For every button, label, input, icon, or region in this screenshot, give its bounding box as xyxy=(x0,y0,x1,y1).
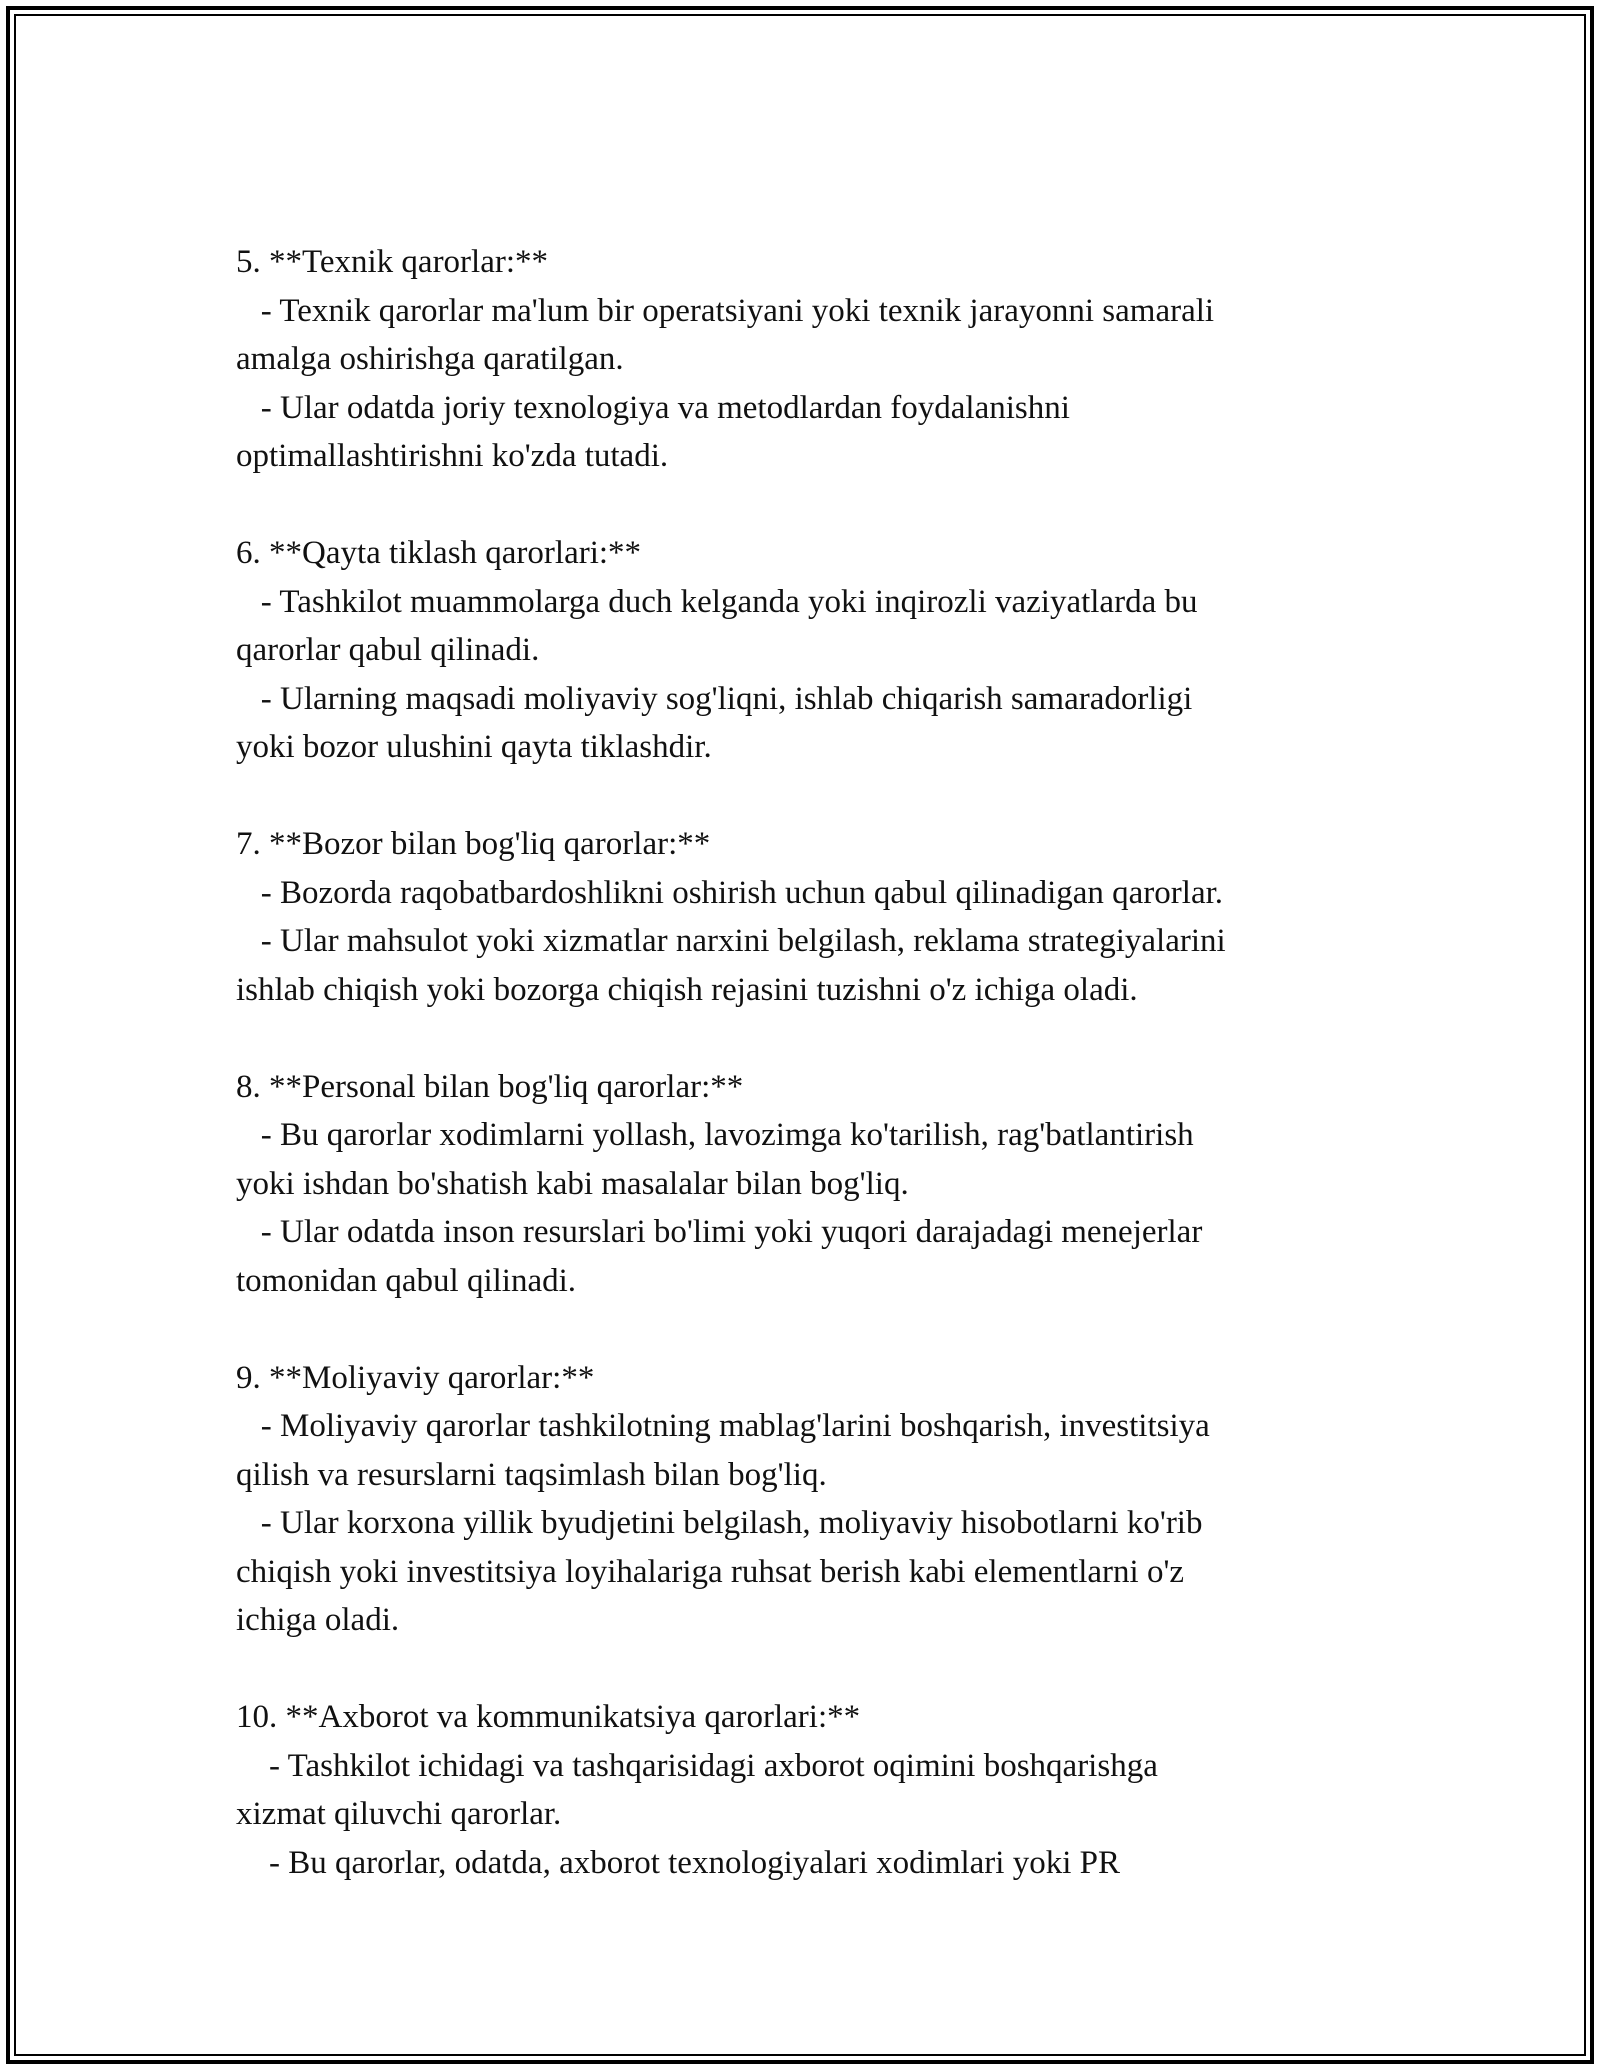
text-line: - Tashkilot ichidagi va tashqarisidagi axborot oqimini boshqarishga xyxy=(236,1747,1158,1784)
text-line: - Texnik qarorlar ma'lum bir operatsiyani yoki texnik jarayonni samarali xyxy=(236,292,1215,329)
text-line: yoki bozor ulushini qayta tiklashdir. xyxy=(236,729,712,765)
text-line: - Bu qarorlar, odatda, axborot texnologiyalari xodimlari yoki PR xyxy=(236,1844,1120,1881)
text-line: - Ular korxona yillik byudjetini belgilash, moliyaviy hisobotlarni ko'rib xyxy=(236,1505,1203,1541)
section-heading: 8. **Personal bilan bog'liq qarorlar:** xyxy=(236,1068,744,1105)
text-line: - Ularning maqsadi moliyaviy sog'liqni, ishlab chiqarish samaradorligi xyxy=(236,680,1193,717)
section-heading: 9. **Moliyaviy qarorlar:** xyxy=(236,1359,595,1396)
text-line: - Tashkilot muammolarga duch kelganda yoki inqirozli vaziyatlarda bu xyxy=(236,583,1198,620)
text-line: yoki ishdan bo'shatish kabi masalalar bilan bog'liq. xyxy=(236,1165,909,1202)
text-line: qarorlar qabul qilinadi. xyxy=(236,632,540,668)
blank-line xyxy=(236,1014,1396,1063)
text-line: ishlab chiqish yoki bozorga chiqish rejasini tuzishni o'z ichiga oladi. xyxy=(236,971,1138,1008)
text-line: optimallashtirishni ko'zda tutadi. xyxy=(236,438,669,474)
document-body xyxy=(236,238,1396,1887)
text-line: - Ular odatda inson resurslari bo'limi yoki yuqori darajadagi menejerlar xyxy=(236,1214,1203,1250)
text-line: ichiga oladi. xyxy=(236,1602,400,1638)
text-line: - Ular mahsulot yoki xizmatlar narxini belgilash, reklama strategiyalarini xyxy=(236,923,1226,959)
text-line: qilish va resurslarni taqsimlash bilan bog'liq. xyxy=(236,1456,827,1493)
section-heading: 10. **Axborot va kommunikatsiya qarorlari:** xyxy=(236,1699,861,1735)
blank-line xyxy=(236,481,1396,530)
text-line: - Bu qarorlar xodimlarni yollash, lavozimga ko'tarilish, rag'batlantirish xyxy=(236,1117,1194,1153)
section-heading: 7. **Bozor bilan bog'liq qarorlar:** xyxy=(236,826,711,862)
text-line: tomonidan qabul qilinadi. xyxy=(236,1262,577,1299)
blank-line xyxy=(236,772,1396,821)
text-line: amalga oshirishga qaratilgan. xyxy=(236,341,624,377)
blank-line xyxy=(236,1645,1396,1694)
blank-line xyxy=(236,1305,1396,1354)
text-line: - Moliyaviy qarorlar tashkilotning mablag'larini boshqarish, investitsiya xyxy=(236,1408,1210,1444)
section-heading: 6. **Qayta tiklash qarorlari:** xyxy=(236,535,642,571)
text-line: - Ular odatda joriy texnologiya va metodlardan foydalanishni xyxy=(236,389,1070,426)
text-line: - Bozorda raqobatbardoshlikni oshirish uchun qabul qilinadigan qarorlar. xyxy=(236,874,1224,911)
text-line: xizmat qiluvchi qarorlar. xyxy=(236,1796,562,1832)
section-heading: 5. **Texnik qarorlar:** xyxy=(236,244,549,280)
text-line: chiqish yoki investitsiya loyihalariga ruhsat berish kabi elementlarni o'z xyxy=(236,1553,1185,1590)
